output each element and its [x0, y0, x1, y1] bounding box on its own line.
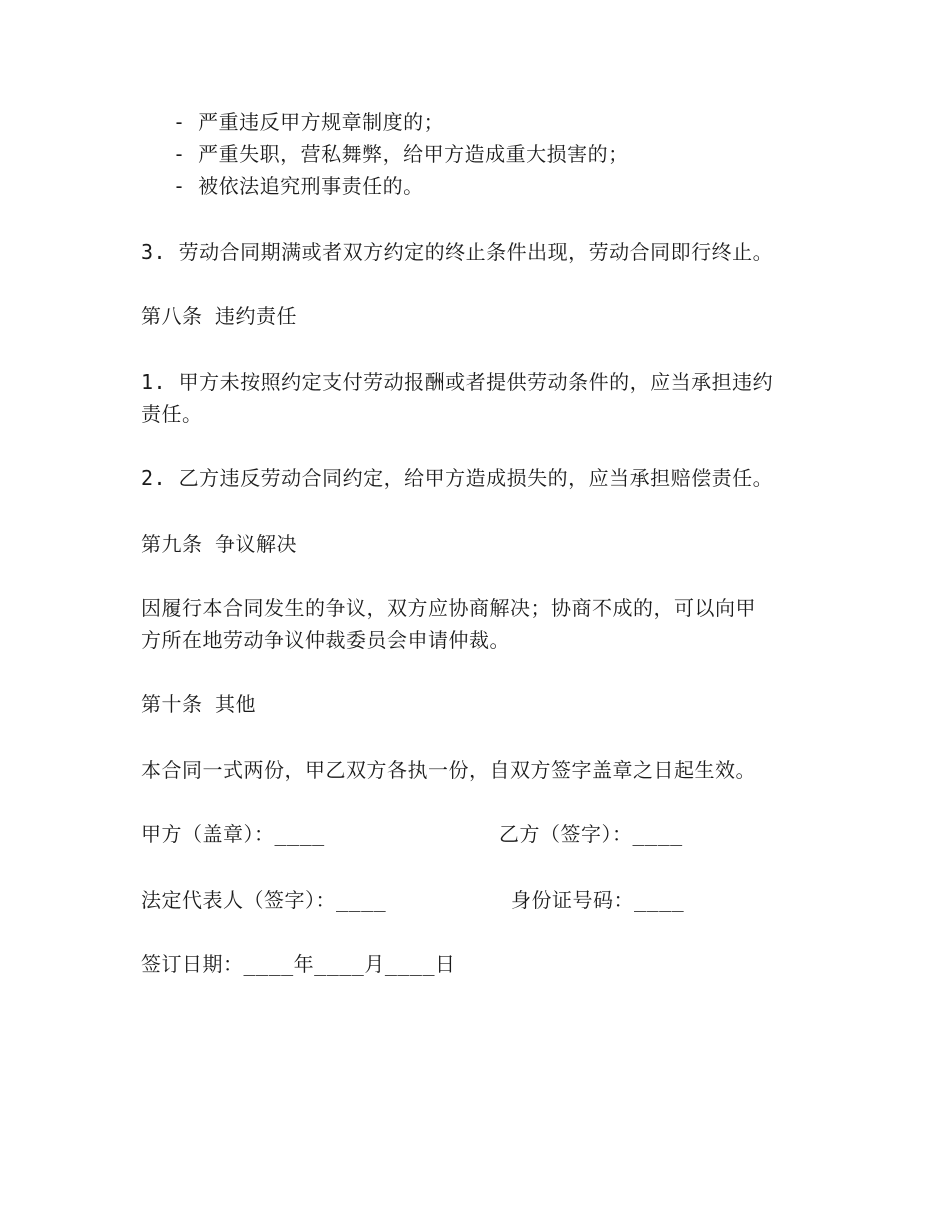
id-number-field: 身份证号码：____ — [511, 888, 685, 912]
termination-bullet-1: - 严重违反甲方规章制度的； — [173, 110, 445, 134]
article-9-line-2: 方所在地劳动争议仲裁委员会申请仲裁。 — [141, 628, 510, 652]
termination-bullet-2: - 严重失职，营私舞弊，给甲方造成重大损害的； — [173, 142, 629, 166]
article-9-line-1: 因履行本合同发生的争议，双方应协商解决；协商不成的，可以向甲 — [141, 596, 756, 620]
party-b-signature: 乙方（签字）：____ — [499, 822, 683, 846]
article-8-title: 第八条 违约责任 — [141, 304, 298, 328]
article-8-item-2: 2. 乙方违反劳动合同约定，给甲方造成损失的，应当承担赔偿责任。 — [141, 466, 774, 490]
legal-representative-signature: 法定代表人（签字）：____ — [141, 888, 387, 912]
article-8-item-1-line-2: 责任。 — [141, 402, 203, 426]
clause-item-3: 3. 劳动合同期满或者双方约定的终止条件出现，劳动合同即行终止。 — [141, 240, 774, 264]
party-a-seal: 甲方（盖章）：____ — [141, 822, 325, 846]
termination-bullet-3: - 被依法追究刑事责任的。 — [173, 174, 424, 198]
article-10-text: 本合同一式两份，甲乙双方各执一份，自双方签字盖章之日起生效。 — [141, 758, 756, 782]
article-10-title: 第十条 其他 — [141, 692, 257, 716]
sign-date: 签订日期：____年____月____日 — [141, 952, 456, 976]
article-8-item-1-line-1: 1. 甲方未按照约定支付劳动报酬或者提供劳动条件的，应当承担违约 — [141, 370, 774, 394]
article-9-title: 第九条 争议解决 — [141, 532, 298, 556]
